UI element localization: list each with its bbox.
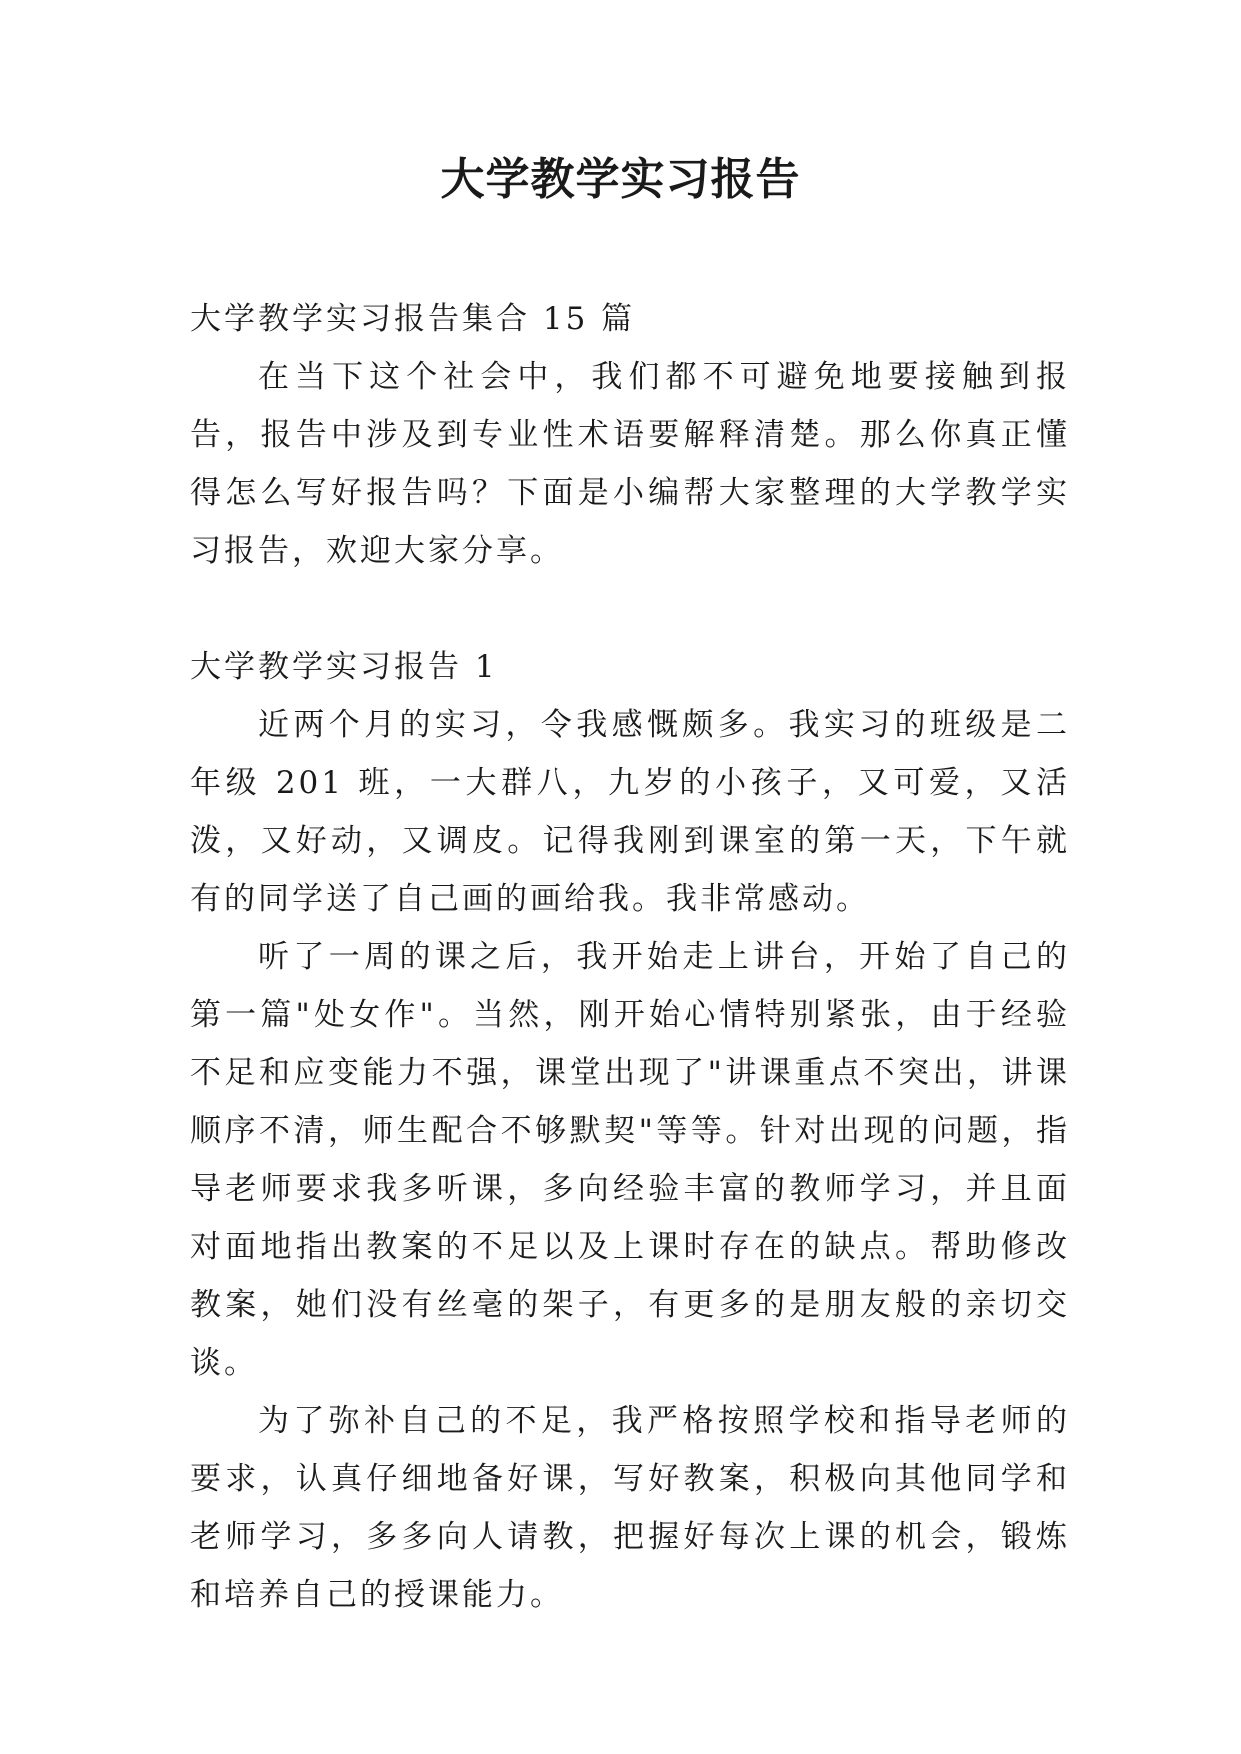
section-heading: 大学教学实习报告 1 xyxy=(190,649,498,685)
section-spacer xyxy=(190,580,1070,638)
section-paragraph: 听了一周的课之后，我开始走上讲台，开始了自己的第一篇"处女作"。当然，刚开始心情特别紧张，由于经验不足和应变能力不强，课堂出现了"讲课重点不突出，讲课顺序不清，师生配合不够默契"等等。针对出现的问题，指导老师要求我多听课，多向经验丰富的教师学习，并且面对面地指出教案的不足以及上课时存在的缺点。帮助修改教案，她们没有丝毫的架子，有更多的是朋友般的亲切交谈。 xyxy=(190,939,1070,1381)
collection-heading: 大学教学实习报告集合 15 篇 xyxy=(190,301,636,337)
intro-paragraph: 在当下这个社会中，我们都不可避免地要接触到报告，报告中涉及到专业性术语要解释清楚。那么你真正懂得怎么写好报告吗？下面是小编帮大家整理的大学教学实习报告，欢迎大家分享。 xyxy=(190,359,1070,569)
document-title: 大学教学实习报告 xyxy=(440,154,801,205)
section-paragraph: 为了弥补自己的不足，我严格按照学校和指导老师的要求，认真仔细地备好课，写好教案，积极向其他同学和老师学习，多多向人请教，把握好每次上课的机会，锻炼和培养自己的授课能力。 xyxy=(190,1403,1070,1613)
document-body xyxy=(190,290,1070,1624)
section-paragraph: 近两个月的实习，令我感慨颇多。我实习的班级是二年级 201 班，一大群八，九岁的小孩子，又可爱，又活泼，又好动，又调皮。记得我刚到课室的第一天，下午就有的同学送了自己画的画给我。我非常感动。 xyxy=(190,707,1070,917)
